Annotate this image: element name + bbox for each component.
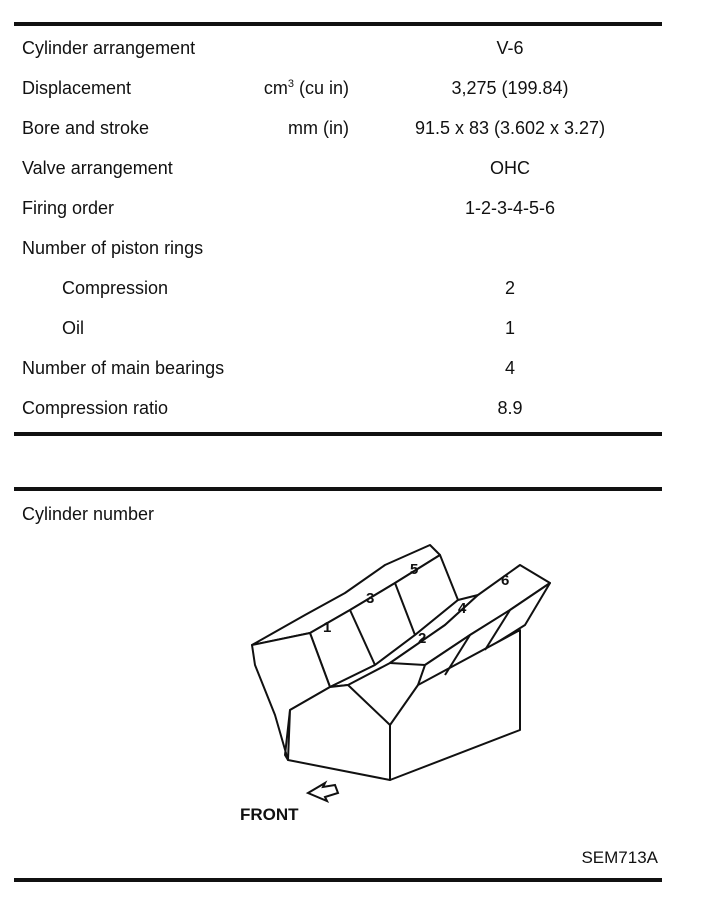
spec-value: 1-2-3-4-5-6 xyxy=(464,198,556,218)
front-arrow-icon xyxy=(308,783,338,801)
diagram-top-rule xyxy=(14,487,662,491)
spec-row-valve-arrangement xyxy=(0,150,704,190)
spec-value: 1 xyxy=(504,318,515,338)
spec-value: 4 xyxy=(504,358,515,378)
engine-block-diagram xyxy=(230,535,570,835)
figure-code: SEM713A xyxy=(581,848,658,867)
spec-value: 8.9 xyxy=(497,398,523,418)
table-bottom-rule xyxy=(14,432,662,436)
cylinder-number-2: 2 xyxy=(418,630,427,647)
spec-row-main-bearings xyxy=(0,350,704,390)
cylinder-number-3: 3 xyxy=(366,590,375,607)
spec-label: Number of piston rings xyxy=(22,238,204,258)
spec-unit: mm (in) xyxy=(288,118,349,138)
spec-label: Valve arrangement xyxy=(22,158,173,178)
spec-row-oil-rings xyxy=(0,310,704,350)
unit-rest: (cu in) xyxy=(293,78,349,98)
spec-value: 91.5 x 83 (3.602 x 3.27) xyxy=(414,118,606,138)
spec-label: Bore and stroke xyxy=(22,118,150,138)
spec-row-compression-rings xyxy=(0,270,704,310)
spec-unit xyxy=(264,78,349,99)
spec-row-compression-ratio xyxy=(0,390,704,430)
spec-row-bore-stroke xyxy=(0,110,704,150)
spec-value: V-6 xyxy=(496,38,524,58)
front-label: FRONT xyxy=(240,805,299,824)
spec-label: Displacement xyxy=(22,78,132,98)
spec-value: 3,275 (199.84) xyxy=(451,78,569,98)
spec-row-displacement xyxy=(0,70,704,110)
diagram-title: Cylinder number xyxy=(22,504,155,524)
spec-label: Compression xyxy=(62,278,169,298)
top-rule xyxy=(14,22,662,26)
cylinder-number-1: 1 xyxy=(323,619,332,636)
cylinder-number-6: 6 xyxy=(501,572,510,589)
spec-label: Firing order xyxy=(22,198,115,218)
spec-label: Compression ratio xyxy=(22,398,169,418)
spec-row-firing-order xyxy=(0,190,704,230)
spec-row-cylinder-arrangement xyxy=(0,30,704,70)
spec-value: 2 xyxy=(504,278,515,298)
spec-label: Oil xyxy=(62,318,84,338)
cylinder-number-4: 4 xyxy=(458,600,467,617)
unit-base: cm xyxy=(263,78,288,98)
bottom-rule xyxy=(14,878,662,882)
unit-sup: 3 xyxy=(287,78,294,90)
spec-label: Cylinder arrangement xyxy=(22,38,196,58)
cylinder-number-5: 5 xyxy=(410,561,419,578)
spec-value: OHC xyxy=(490,158,530,178)
spec-row-piston-rings xyxy=(0,230,704,270)
spec-label: Number of main bearings xyxy=(22,358,225,378)
